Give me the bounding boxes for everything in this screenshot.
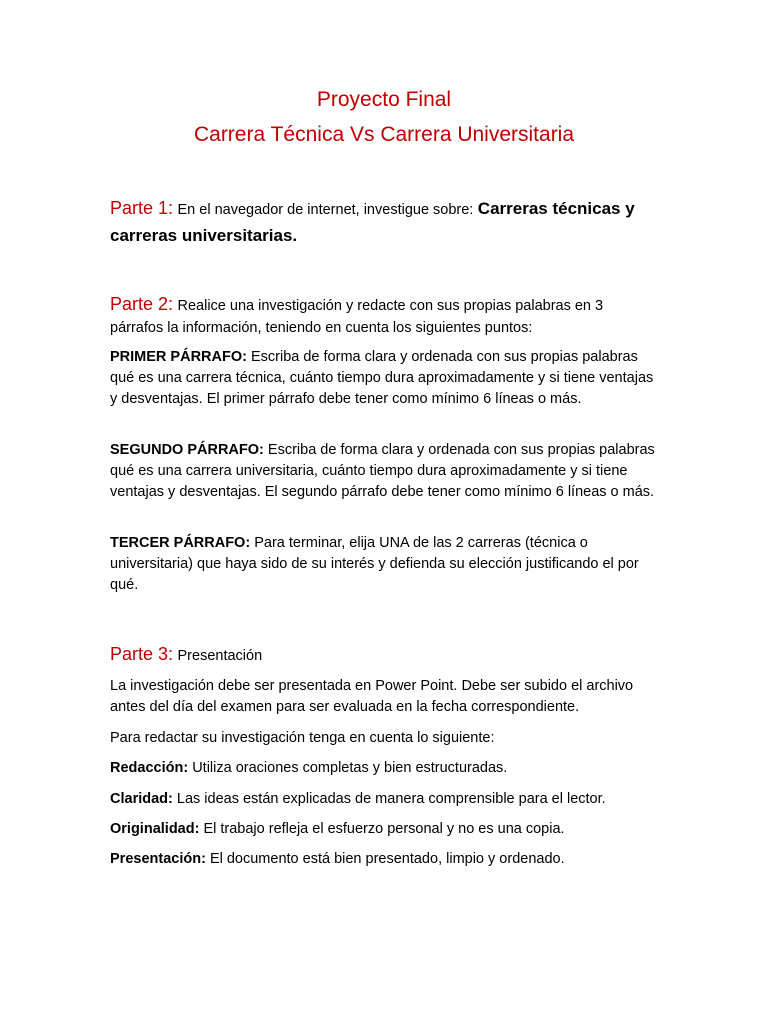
presentation-intro: La investigación debe ser presentada en Power Point. Debe ser subido el archivo antes del día del examen para ser evaluada en la fecha correspondiente.: [110, 678, 634, 715]
criteria-text: El documento está bien presentado, limpio y ordenado.: [209, 851, 565, 867]
paragraph-2-label: SEGUNDO PÁRRAFO:: [110, 442, 264, 458]
part-3-label: Parte 3:: [110, 644, 174, 664]
criteria-item-redaccion: [110, 758, 658, 779]
criteria-item-presentacion: [110, 849, 658, 870]
paragraph-3-text: Para terminar, elija UNA de las 2 carreras (técnica o universitaria) que haya sido de su interés y defienda su elección justificando el por qué.: [110, 535, 639, 593]
part-1-text: En el navegador de internet, investigue sobre:: [177, 202, 474, 218]
paragraph-2-text: Escriba de forma clara y ordenada con sus propias palabras qué es una carrera universitaria, cuánto tiempo dura aproximadamente y si tiene ventajas y desventajas. El segundo párrafo debe tener como mínimo 6 líneas o más.: [110, 442, 655, 500]
part-1-label: Parte 1:: [110, 198, 174, 218]
paragraph-3-instruction: [110, 533, 658, 596]
document-subtitle: Carrera Técnica Vs Carrera Universitaria: [193, 123, 575, 146]
criteria-text: Utiliza oraciones completas y bien estructuradas.: [192, 760, 508, 776]
part-1-topic: Carreras técnicas y carreras universitarias.: [110, 199, 635, 245]
criteria-item-claridad: [110, 789, 658, 810]
criteria-text: El trabajo refleja el esfuerzo personal y no es una copia.: [203, 821, 565, 837]
part-3-text: Presentación: [177, 648, 263, 664]
criteria-item-originalidad: [110, 819, 658, 840]
document-title: Proyecto Final: [316, 88, 452, 111]
criteria-text: Las ideas están explicadas de manera comprensible para el lector.: [176, 791, 606, 807]
criteria-label: Redacción:: [110, 760, 189, 776]
paragraph-1-label: PRIMER PÁRRAFO:: [110, 349, 247, 365]
paragraph-1-instruction: [110, 347, 658, 410]
paragraph-2-instruction: [110, 440, 658, 503]
part-3-section: [110, 641, 658, 669]
criteria-label: Claridad:: [110, 791, 173, 807]
part-2-text: Realice una investigación y redacte con sus propias palabras en 3 párrafos la información, teniendo en cuenta los siguientes puntos:: [110, 298, 604, 336]
criteria-label: Presentación:: [110, 851, 206, 867]
part-2-section: [110, 293, 658, 339]
paragraph-3-label: TERCER PÁRRAFO:: [110, 535, 251, 551]
part-2-label: Parte 2:: [110, 294, 174, 314]
criteria-label: Originalidad:: [110, 821, 200, 837]
part-1-section: [110, 195, 658, 250]
presentation-instructions: Para redactar su investigación tenga en cuenta lo siguiente:: [110, 730, 495, 746]
paragraph-1-text: Escriba de forma clara y ordenada con sus propias palabras qué es una carrera técnica, cuánto tiempo dura aproximadamente y si tiene ventajas y desventajas. El primer párrafo debe tener como mínimo 6 líneas o más.: [110, 349, 654, 407]
